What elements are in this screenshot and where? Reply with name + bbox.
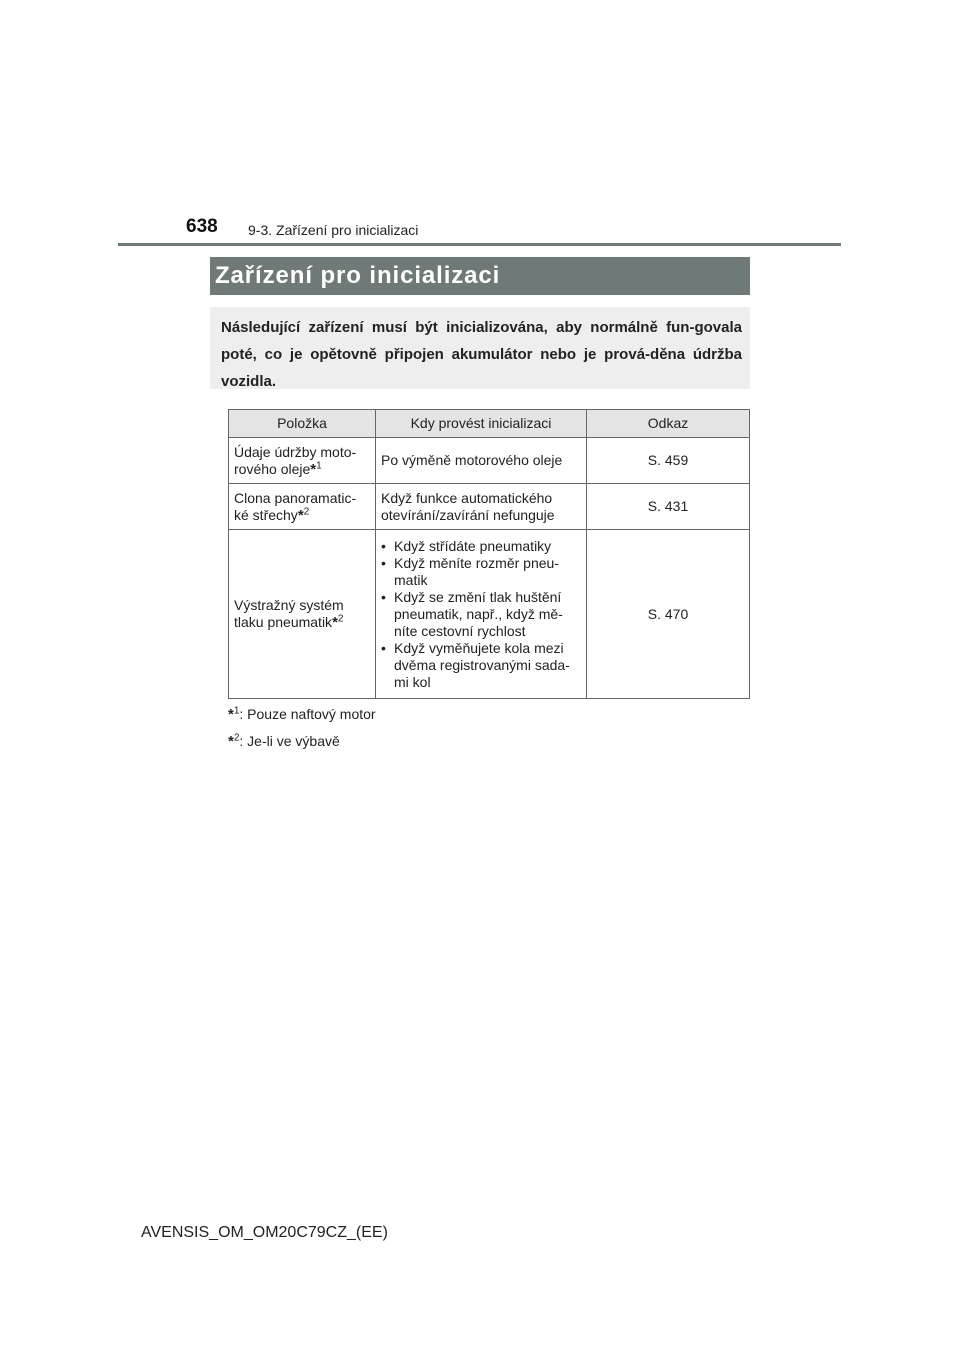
footnote-number: 2 (303, 505, 310, 517)
title-bar (210, 257, 750, 295)
list-item: • Když měníte rozměr pneu-matik (381, 555, 581, 589)
table-cell-item (229, 438, 376, 484)
table-row (229, 530, 750, 699)
table-cell-item (229, 484, 376, 530)
footnote-2 (228, 733, 340, 750)
condition-list (381, 538, 581, 691)
table-cell-reference: S. 431 (587, 484, 750, 530)
list-item: • Když se změní tlak huštění pneumatik, např., když mě-níte cestovní rychlost (381, 589, 581, 640)
page-title: Zařízení pro inicializaci (215, 262, 501, 289)
item-label: Clona panoramatic-ké střechy (234, 489, 357, 523)
footnote-marker: * (228, 706, 234, 723)
header-divider (118, 243, 841, 246)
footnote-number: 2 (233, 732, 240, 744)
table-cell-when: Po výměně motorového oleje (376, 438, 587, 484)
column-header-item: Položka (229, 410, 376, 438)
section-running-head: 9-3. Zařízení pro inicializaci (248, 222, 419, 238)
table-row (229, 438, 750, 484)
initialization-table (228, 409, 750, 699)
table-cell-reference: S. 459 (587, 438, 750, 484)
intro-text: Následující zařízení musí být inicializována, aby normálně fun-govala poté, co je opětovně připojen akumulátor nebo je prová-děna údržba vozidla. (221, 319, 742, 390)
footnote-marker: * (228, 733, 234, 750)
table-cell-item (229, 530, 376, 699)
item-label: Údaje údržby moto-rového oleje (234, 443, 357, 477)
item-label: Výstražný systém tlaku pneumatik (234, 597, 344, 630)
column-header-when: Kdy provést inicializaci (376, 410, 587, 438)
list-item: • Když střídáte pneumatiky (381, 538, 581, 555)
table-row (229, 484, 750, 530)
table-cell-when (376, 530, 587, 699)
footnote-1 (228, 706, 376, 723)
footnote-marker: * (297, 506, 304, 524)
footnote-marker: * (310, 460, 317, 478)
footnote-number: 2 (337, 613, 344, 625)
footnote-marker: * (332, 614, 338, 631)
footnote-text: : Je-li ve výbavě (239, 733, 340, 749)
table-cell-reference: S. 470 (587, 530, 750, 699)
document-code: AVENSIS_OM_OM20C79CZ_(EE) (141, 1224, 388, 1241)
footnote-text: : Pouze naftový motor (239, 706, 376, 722)
table-cell-when: Když funkce automatického otevírání/zavírání nefunguje (376, 484, 587, 530)
table-header-row (229, 410, 750, 438)
column-header-reference: Odkaz (587, 410, 750, 438)
list-item: • Když vyměňujete kola mezi dvěma registrovanými sada-mi kol (381, 640, 581, 691)
footnote-number: 1 (316, 459, 322, 471)
page-number: 638 (186, 216, 218, 237)
intro-box (210, 307, 750, 389)
footnote-number: 1 (233, 705, 240, 717)
